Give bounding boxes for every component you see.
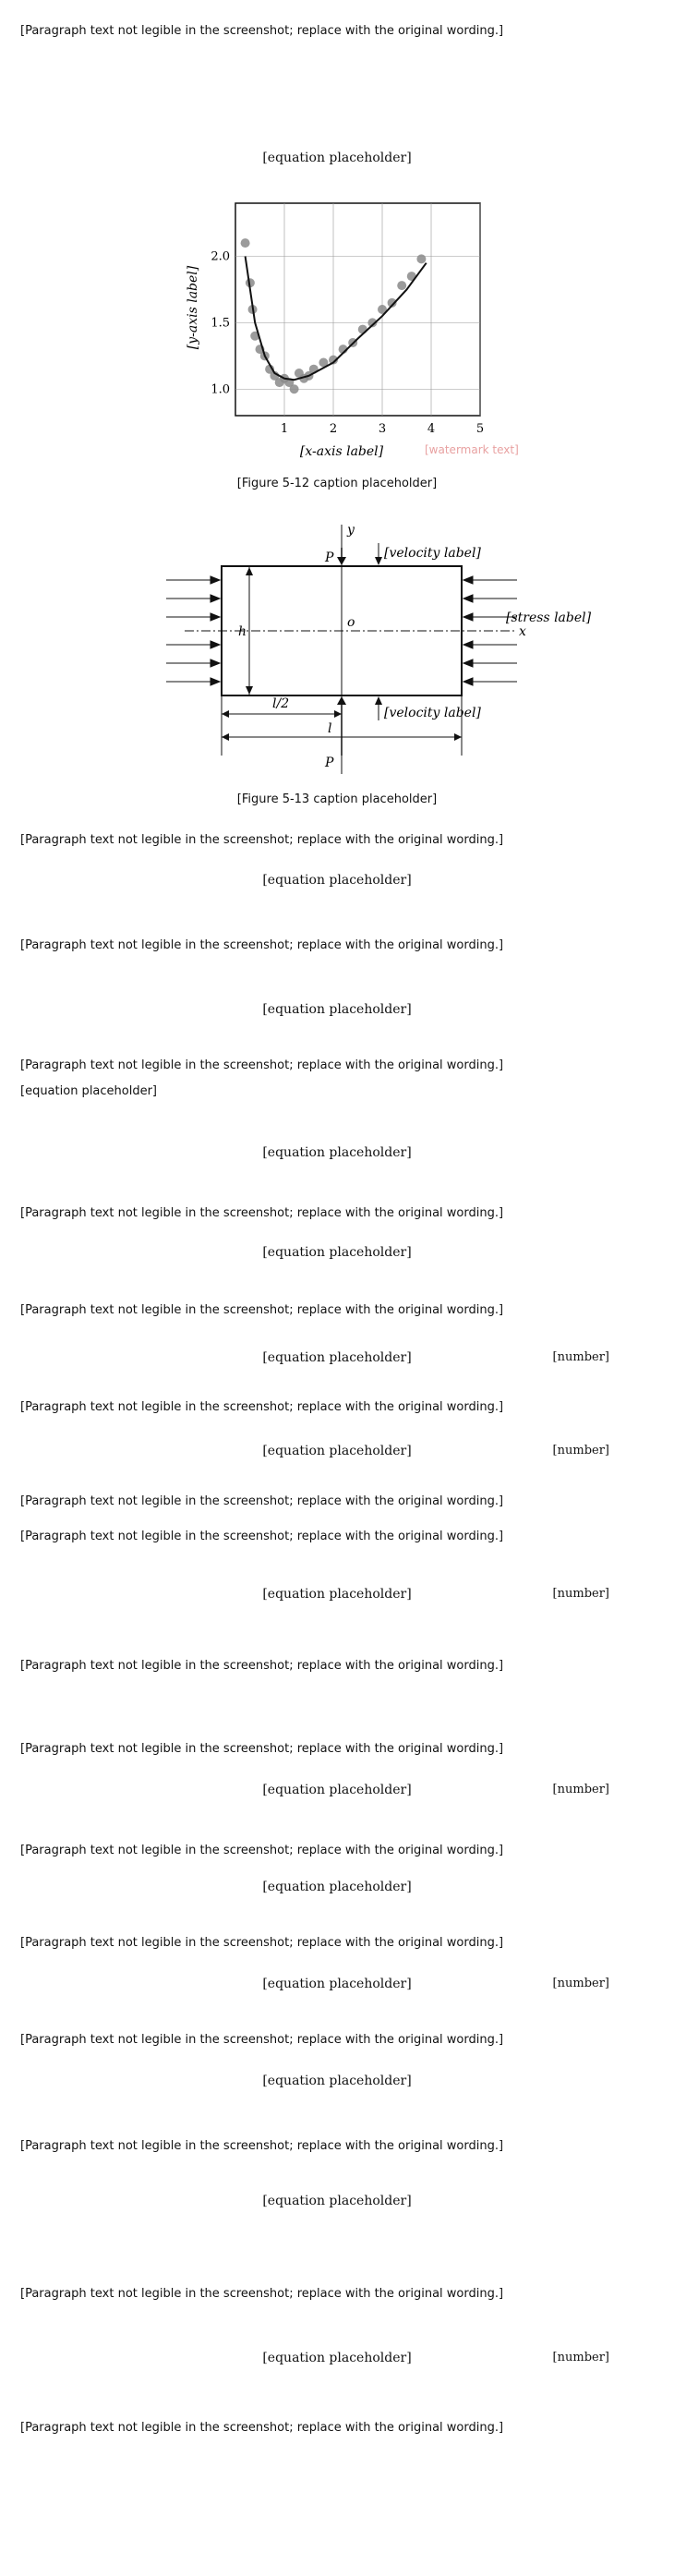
paragraph: [equation placeholder] bbox=[20, 1084, 158, 1098]
equation: [equation placeholder] bbox=[262, 1002, 412, 1017]
equation-number: [number] bbox=[552, 1587, 609, 1601]
paragraph: [Paragraph text not legible in the screenshot; replace with the original wording.] bbox=[20, 938, 504, 952]
paragraph: [Paragraph text not legible in the screenshot; replace with the original wording.] bbox=[20, 1058, 504, 1072]
y-tick-label: 1.0 bbox=[211, 382, 230, 397]
velocity-bottom-label: [velocity label] bbox=[384, 706, 481, 720]
paragraph: [Paragraph text not legible in the screenshot; replace with the original wording.] bbox=[20, 1400, 504, 1414]
fig-5-13-diagram bbox=[0, 506, 674, 783]
equation: [equation placeholder] bbox=[262, 1880, 412, 1894]
equation-number: [number] bbox=[552, 2351, 609, 2364]
equation: [equation placeholder] bbox=[262, 1245, 412, 1260]
equation: [equation placeholder] bbox=[262, 2351, 412, 2365]
equation-number: [number] bbox=[552, 1783, 609, 1796]
data-point bbox=[241, 238, 250, 248]
force-top-label: P bbox=[325, 550, 334, 565]
x-tick-label: 4 bbox=[427, 422, 436, 436]
origin-label: o bbox=[347, 615, 355, 630]
stress-label: [stress label] bbox=[506, 611, 592, 625]
equation: [equation placeholder] bbox=[262, 1783, 412, 1797]
paragraph: [Paragraph text not legible in the screenshot; replace with the original wording.] bbox=[20, 2033, 504, 2047]
data-point bbox=[290, 384, 299, 393]
chart-ylabel: [y-axis label] bbox=[186, 265, 200, 350]
plot-frame bbox=[235, 203, 480, 416]
x-tick-label: 3 bbox=[378, 422, 387, 436]
velocity-arrow-bottom bbox=[375, 696, 382, 705]
paragraph: [Paragraph text not legible in the screenshot; replace with the original wording.] bbox=[20, 833, 504, 847]
velocity-arrow-top bbox=[375, 557, 382, 565]
x-tick-label: 2 bbox=[329, 422, 338, 436]
equation: [equation placeholder] bbox=[262, 873, 412, 888]
force-bottom-label: P bbox=[325, 756, 334, 770]
y-tick-label: 1.5 bbox=[211, 316, 230, 331]
velocity-top-label: [velocity label] bbox=[384, 546, 481, 561]
data-point bbox=[416, 254, 426, 263]
intro-text: [Paragraph text not legible in the screenshot; replace with the original wording.] bbox=[20, 24, 504, 38]
force-arrow-top bbox=[337, 557, 346, 565]
equation: [equation placeholder] bbox=[262, 1587, 412, 1602]
equation: [equation placeholder] bbox=[262, 1145, 412, 1160]
paragraph: [Paragraph text not legible in the screenshot; replace with the original wording.] bbox=[20, 2139, 504, 2153]
equation-number: [number] bbox=[552, 1977, 609, 1990]
length-label: l bbox=[328, 721, 332, 736]
paragraph: [Paragraph text not legible in the screenshot; replace with the original wording.] bbox=[20, 1530, 504, 1543]
fig-5-12-chart bbox=[0, 180, 674, 494]
equation-number: [number] bbox=[552, 1350, 609, 1364]
paragraph: [Paragraph text not legible in the screenshot; replace with the original wording.] bbox=[20, 1742, 504, 1756]
calculated-curve bbox=[246, 257, 427, 381]
watermark: [watermark text] bbox=[425, 443, 519, 456]
intro-paragraph bbox=[20, 18, 656, 44]
equation: [equation placeholder] bbox=[262, 1977, 412, 1991]
x-axis-label: x bbox=[519, 624, 526, 639]
force-arrow-bottom bbox=[337, 696, 346, 705]
equation: [equation placeholder] bbox=[262, 1350, 412, 1365]
x-tick-label: 5 bbox=[475, 422, 485, 436]
equation-number: [number] bbox=[552, 1444, 609, 1457]
paragraph: [Paragraph text not legible in the screenshot; replace with the original wording.] bbox=[20, 1206, 504, 1220]
paragraph: [Paragraph text not legible in the screenshot; replace with the original wording.] bbox=[20, 1844, 504, 1857]
equation: [equation placeholder] bbox=[262, 2194, 412, 2208]
half-length-label: l/2 bbox=[272, 696, 290, 711]
paragraph: [Paragraph text not legible in the screenshot; replace with the original wording.] bbox=[20, 2287, 504, 2301]
equation: [equation placeholder] bbox=[262, 1444, 412, 1458]
data-point bbox=[397, 281, 406, 290]
equation: [equation placeholder] bbox=[262, 2074, 412, 2088]
x-tick-label: 1 bbox=[280, 422, 289, 436]
fig-5-12-caption: [Figure 5-12 caption placeholder] bbox=[236, 477, 438, 490]
y-axis-label: y bbox=[347, 523, 355, 538]
fig-5-13-caption: [Figure 5-13 caption placeholder] bbox=[236, 792, 438, 806]
chart-xlabel: [x-axis label] bbox=[299, 444, 384, 459]
y-tick-label: 2.0 bbox=[211, 249, 230, 264]
paragraph: [Paragraph text not legible in the screenshot; replace with the original wording.] bbox=[20, 1494, 504, 1508]
paragraph: [Paragraph text not legible in the screenshot; replace with the original wording.] bbox=[20, 1303, 504, 1317]
paragraph: [Paragraph text not legible in the screenshot; replace with the original wording.] bbox=[20, 1936, 504, 1950]
paragraph: [Paragraph text not legible in the screenshot; replace with the original wording.] bbox=[20, 1659, 504, 1673]
height-label: h bbox=[238, 624, 247, 639]
boundary-condition: [equation placeholder] bbox=[262, 151, 412, 165]
data-point bbox=[358, 325, 367, 334]
paragraph: [Paragraph text not legible in the screenshot; replace with the original wording.] bbox=[20, 2421, 504, 2435]
